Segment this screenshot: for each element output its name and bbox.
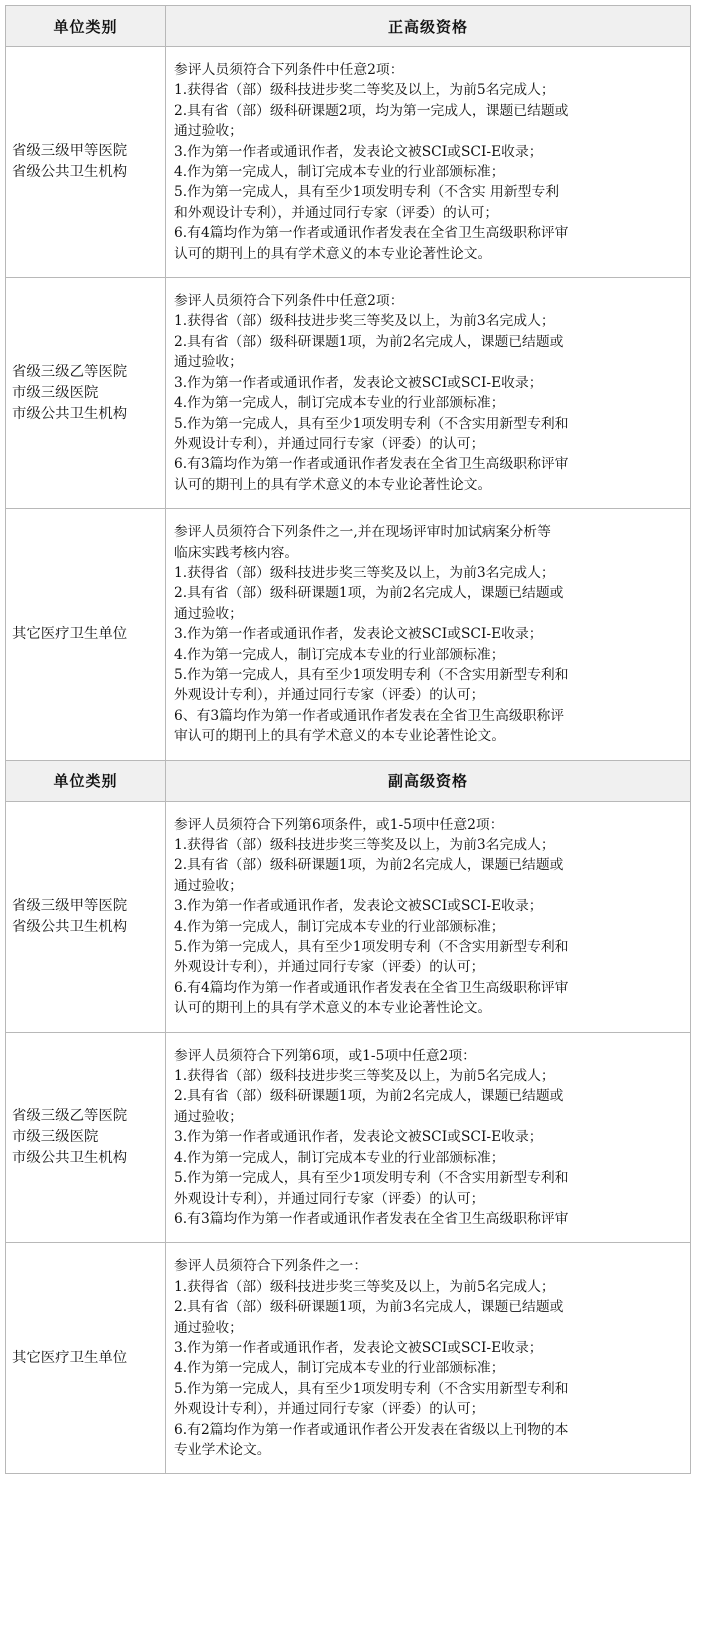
requirement-line: 4.作为第一完成人，制订完成本专业的行业部颁标准； xyxy=(174,164,505,181)
requirement-line: 通过验收； xyxy=(174,354,243,371)
requirement-line: 认可的期刊上的具有学术意义的本专业论著性论文。 xyxy=(174,476,492,493)
qualification-table-container xyxy=(5,5,690,1474)
requirement-line: 2.具有省（部）级科研课题1项，为前3名完成人，课题已结题或 xyxy=(174,1299,564,1316)
requirement-line: 临床实践考核内容。 xyxy=(174,544,299,561)
requirement-line: 1.获得省（部）级科技进步奖三等奖及以上，为前3名完成人； xyxy=(174,837,555,853)
requirement-line: 1.获得省（部）级科技进步奖三等奖及以上，为前3名完成人； xyxy=(174,564,555,581)
requirement-line: 外观设计专利），并通过同行专家（评委）的认可； xyxy=(174,959,485,976)
requirement-line: 外观设计专利），并通过同行专家（评委）的认可； xyxy=(174,687,485,704)
requirement-line: 2.具有省（部）级科研课题1项，为前2名完成人，课题已结题或 xyxy=(174,857,564,874)
requirement-line: 6.有4篇均作为第一作者或通讯作者发表在全省卫生高级职称评审 xyxy=(174,225,569,242)
unit-name: 省级三级甲等医院 xyxy=(12,897,128,914)
unit-category-header: 单位类别 xyxy=(6,760,166,801)
senior-rows xyxy=(6,47,691,761)
requirement-line: 通过验收； xyxy=(174,123,243,140)
vice-row xyxy=(6,801,691,1032)
requirement-line: 外观设计专利），并通过同行专家（评委）的认可； xyxy=(174,435,485,452)
unit-category-cell xyxy=(6,1243,166,1474)
unit-category-header: 单位类别 xyxy=(6,6,166,47)
requirement-line: 6、有3篇均作为第一作者或通讯作者发表在全省卫生高级职称评 xyxy=(174,707,565,724)
requirement-line: 参评人员须符合下列第6项条件，或1-5项中任意2项： xyxy=(174,816,504,833)
header-row-senior xyxy=(6,6,691,47)
requirement-line: 通过验收； xyxy=(174,605,243,622)
requirement-line: 参评人员须符合下列条件之一,并在现场评审时加试病案分析等 xyxy=(174,524,551,541)
requirement-line: 通过验收； xyxy=(174,877,243,894)
requirement-line: 3.作为第一作者或通讯作者，发表论文被SCI或SCI-E收录； xyxy=(174,1129,543,1146)
unit-category-cell xyxy=(6,509,166,760)
senior-row xyxy=(6,509,691,760)
requirement-line: 6.有3篇均作为第一作者或通讯作者发表在全省卫生高级职称评审 xyxy=(174,456,569,473)
requirement-line: 参评人员须符合下列第6项，或1-5项中任意2项： xyxy=(174,1047,476,1064)
requirement-line: 参评人员须符合下列条件中任意2项： xyxy=(174,293,404,310)
vice-qualification-header: 副高级资格 xyxy=(166,760,691,801)
requirements-cell xyxy=(166,801,691,1032)
requirement-line: 2.具有省（部）级科研课题1项，为前2名完成人，课题已结题或 xyxy=(174,1088,564,1105)
requirement-line: 6.有4篇均作为第一作者或通讯作者发表在全省卫生高级职称评审 xyxy=(174,979,569,996)
requirement-line: 2.具有省（部）级科研课题2项，均为第一完成人，课题已结题或 xyxy=(174,102,569,119)
unit-category-cell xyxy=(6,1032,166,1243)
unit-category-cell xyxy=(6,278,166,509)
requirement-line: 4.作为第一完成人，制订完成本专业的行业部颁标准； xyxy=(174,646,505,663)
requirement-line: 外观设计专利），并通过同行专家（评委）的认可； xyxy=(174,1401,485,1418)
requirement-line: 5.作为第一完成人，具有至少1项发明专利（不含实用新型专利和 xyxy=(174,1380,569,1397)
requirement-line: 认可的期刊上的具有学术意义的本专业论著性论文。 xyxy=(174,1000,492,1017)
unit-name: 省级公共卫生机构 xyxy=(12,918,128,935)
unit-name: 省级三级乙等医院 xyxy=(12,363,128,380)
requirement-line: 专业学术论文。 xyxy=(174,1441,271,1458)
vice-rows xyxy=(6,801,691,1474)
requirement-line: 3.作为第一作者或通讯作者，发表论文被SCI或SCI-E收录； xyxy=(174,143,543,160)
requirement-line: 3.作为第一作者或通讯作者，发表论文被SCI或SCI-E收录； xyxy=(174,1339,543,1356)
requirement-line: 5.作为第一完成人，具有至少1项发明专利（不含实用新型专利和 xyxy=(174,939,569,956)
requirement-line: 6.有2篇均作为第一作者或通讯作者公开发表在省级以上刊物的本 xyxy=(174,1421,569,1438)
requirement-line: 4.作为第一完成人，制订完成本专业的行业部颁标准； xyxy=(174,1149,505,1166)
requirements-cell xyxy=(166,47,691,278)
requirement-line: 3.作为第一作者或通讯作者，发表论文被SCI或SCI-E收录； xyxy=(174,898,543,915)
senior-row xyxy=(6,47,691,278)
requirement-line: 2.具有省（部）级科研课题1项，为前2名完成人，课题已结题或 xyxy=(174,333,564,350)
requirement-line: 3.作为第一作者或通讯作者，发表论文被SCI或SCI-E收录； xyxy=(174,374,543,391)
unit-category-cell xyxy=(6,47,166,278)
requirement-line: 通过验收； xyxy=(174,1319,243,1336)
requirement-line: 5.作为第一完成人，具有至少1项发明专利（不含实用新型专利和 xyxy=(174,1170,569,1187)
unit-name: 省级三级乙等医院 xyxy=(12,1107,128,1124)
requirement-line: 4.作为第一完成人，制订完成本专业的行业部颁标准； xyxy=(174,918,505,935)
requirement-line: 外观设计专利），并通过同行专家（评委）的认可； xyxy=(174,1190,485,1207)
vice-row xyxy=(6,1243,691,1474)
senior-qualification-header: 正高级资格 xyxy=(166,6,691,47)
requirement-line: 6.有3篇均作为第一作者或通讯作者发表在全省卫生高级职称评审 xyxy=(174,1210,569,1227)
requirement-line: 1.获得省（部）级科技进步奖三等奖及以上，为前3名完成人； xyxy=(174,313,555,330)
requirement-line: 5.作为第一完成人，具有至少1项发明专利（不含实用新型专利和 xyxy=(174,666,569,683)
unit-name: 省级公共卫生机构 xyxy=(12,164,128,181)
requirements-cell xyxy=(166,509,691,760)
requirement-line: 审认可的期刊上的具有学术意义的本专业论著性论文。 xyxy=(174,728,506,745)
unit-name: 市级三级医院 xyxy=(12,384,99,401)
requirements-cell xyxy=(166,278,691,509)
requirement-line: 1.获得省（部）级科技进步奖三等奖及以上，为前5名完成人； xyxy=(174,1278,555,1295)
requirement-line: 参评人员须符合下列条件中任意2项： xyxy=(174,62,404,78)
requirement-line: 和外观设计专利），并通过同行专家（评委）的认可； xyxy=(174,204,499,221)
requirements-cell xyxy=(166,1243,691,1474)
header-row-vice xyxy=(6,760,691,801)
requirement-line: 4.作为第一完成人，制订完成本专业的行业部颁标准； xyxy=(174,395,505,412)
requirement-line: 认可的期刊上的具有学术意义的本专业论著性论文。 xyxy=(174,245,492,262)
unit-name: 市级公共卫生机构 xyxy=(12,1149,128,1166)
requirement-line: 3.作为第一作者或通讯作者，发表论文被SCI或SCI-E收录； xyxy=(174,626,543,643)
unit-name: 市级公共卫生机构 xyxy=(12,405,128,422)
unit-name: 其它医疗卫生单位 xyxy=(12,1349,128,1366)
senior-row xyxy=(6,278,691,509)
requirement-line: 5.作为第一完成人，具有至少1项发明专利（不含实 用新型专利 xyxy=(174,184,560,201)
requirement-line: 参评人员须符合下列条件之一： xyxy=(174,1258,368,1275)
requirement-line: 通过验收； xyxy=(174,1108,243,1125)
unit-category-cell xyxy=(6,801,166,1032)
requirement-line: 1.获得省（部）级科技进步奖三等奖及以上，为前5名完成人； xyxy=(174,1068,555,1085)
unit-name: 市级三级医院 xyxy=(12,1128,99,1145)
requirements-cell xyxy=(166,1032,691,1243)
unit-name: 其它医疗卫生单位 xyxy=(12,625,128,642)
requirement-line: 4.作为第一完成人，制订完成本专业的行业部颁标准； xyxy=(174,1360,505,1377)
requirement-line: 1.获得省（部）级科技进步奖二等奖及以上，为前5名完成人； xyxy=(174,82,555,99)
requirement-line: 5.作为第一完成人，具有至少1项发明专利（不含实用新型专利和 xyxy=(174,415,569,432)
qualification-table xyxy=(5,5,691,1474)
requirement-line: 2.具有省（部）级科研课题1项，为前2名完成人，课题已结题或 xyxy=(174,585,564,602)
vice-row xyxy=(6,1032,691,1243)
unit-name: 省级三级甲等医院 xyxy=(12,143,128,160)
